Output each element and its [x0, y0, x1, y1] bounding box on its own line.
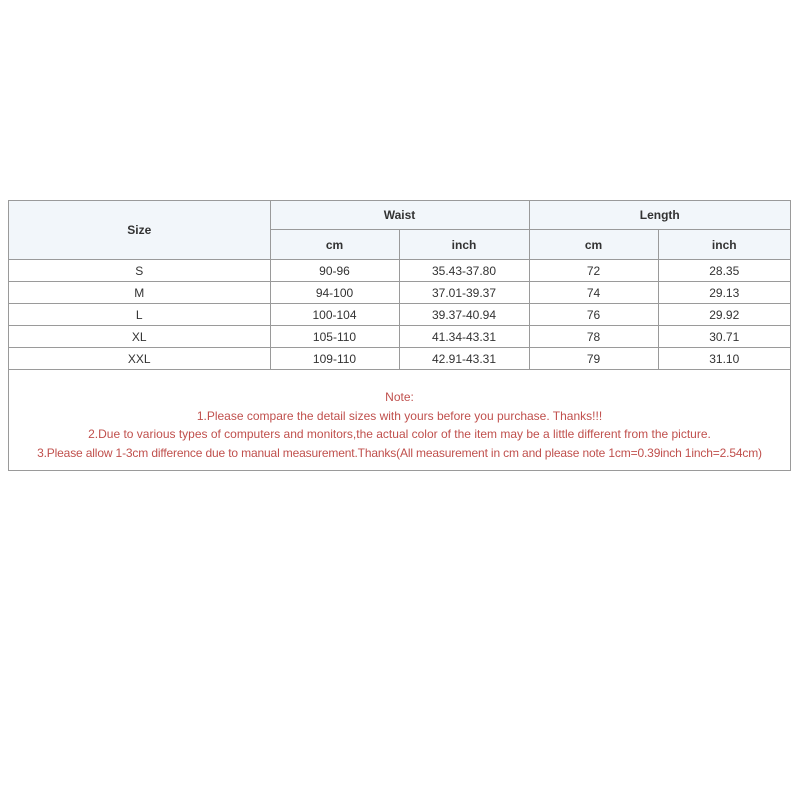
header-waist-inch: inch — [399, 230, 529, 260]
note-line-1: 1.Please compare the detail sizes with yours before you purchase. Thanks!!! — [196, 408, 603, 423]
cell-waist-inch: 35.43-37.80 — [399, 260, 529, 282]
cell-waist-inch: 41.34-43.31 — [399, 326, 529, 348]
table-row — [9, 260, 790, 282]
header-size: Size — [9, 201, 270, 260]
cell-length-cm: 76 — [529, 304, 658, 326]
cell-length-inch: 29.92 — [658, 304, 790, 326]
header-length-inch: inch — [658, 230, 790, 260]
cell-length-cm: 72 — [529, 260, 658, 282]
cell-length-inch: 30.71 — [658, 326, 790, 348]
note-section — [9, 369, 790, 470]
cell-waist-cm: 94-100 — [270, 282, 399, 304]
cell-length-inch: 29.13 — [658, 282, 790, 304]
cell-waist-cm: 105-110 — [270, 326, 399, 348]
cell-waist-inch: 37.01-39.37 — [399, 282, 529, 304]
note-line-3: 3.Please allow 1-3cm difference due to manual measurement.Thanks(All measurement in cm and please note 1cm=0.39inch 1inch=2.54cm) — [37, 445, 762, 460]
cell-size: S — [9, 260, 270, 282]
cell-length-cm: 74 — [529, 282, 658, 304]
note-line-2: 2.Due to various types of computers and monitors,the actual color of the item may be a little different from the picture. — [88, 427, 711, 441]
cell-waist-inch: 42.91-43.31 — [399, 348, 529, 370]
cell-length-inch: 28.35 — [658, 260, 790, 282]
cell-length-cm: 79 — [529, 348, 658, 370]
size-table — [9, 201, 790, 369]
cell-size: XL — [9, 326, 270, 348]
header-length: Length — [529, 201, 790, 230]
cell-waist-cm: 100-104 — [270, 304, 399, 326]
header-waist: Waist — [270, 201, 529, 230]
cell-waist-inch: 39.37-40.94 — [399, 304, 529, 326]
cell-waist-cm: 109-110 — [270, 348, 399, 370]
cell-size: L — [9, 304, 270, 326]
cell-length-inch: 31.10 — [658, 348, 790, 370]
header-waist-cm: cm — [270, 230, 399, 260]
cell-size: XXL — [9, 348, 270, 370]
header-length-cm: cm — [529, 230, 658, 260]
cell-waist-cm: 90-96 — [270, 260, 399, 282]
table-row — [9, 326, 790, 348]
table-row — [9, 348, 790, 370]
table-row — [9, 304, 790, 326]
note-title: Note: — [385, 390, 414, 404]
cell-size: M — [9, 282, 270, 304]
cell-length-cm: 78 — [529, 326, 658, 348]
size-chart — [8, 200, 791, 471]
table-row — [9, 282, 790, 304]
